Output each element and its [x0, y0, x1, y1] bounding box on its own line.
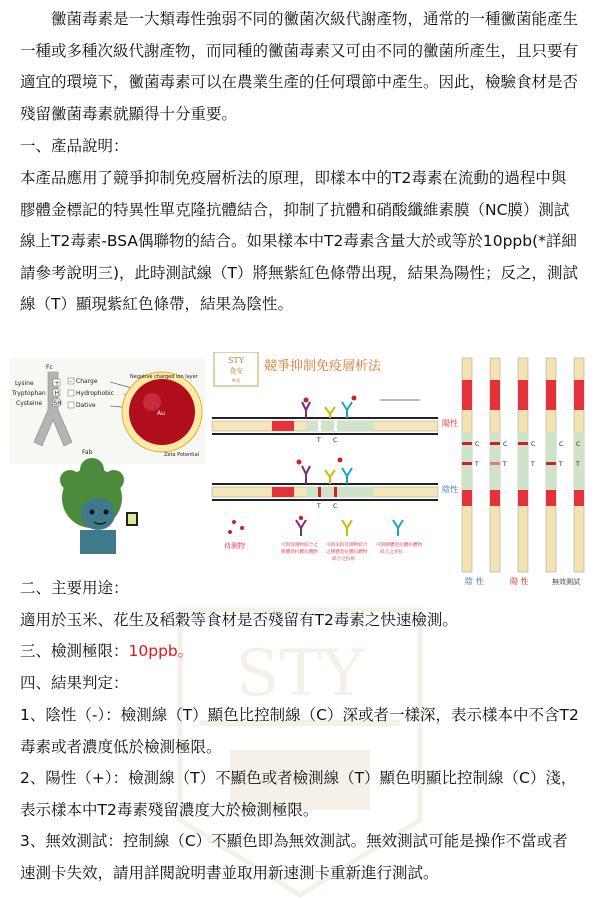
result-heading: 四、結果判定： — [20, 674, 129, 692]
limit-label: 三、檢測極限： — [20, 642, 129, 660]
negative-side-label: 陰性 — [442, 485, 458, 494]
strip-2-t: T — [503, 461, 507, 468]
strip-4 — [546, 358, 563, 572]
positive-c-label: C — [333, 437, 338, 444]
strip-label-positive: 陽 性 — [510, 577, 529, 586]
logo-text: STY — [227, 356, 245, 365]
au-label: Au — [157, 410, 165, 417]
legend-polyclonal: 可與膠體金抗體抗體物 — [376, 543, 422, 548]
negative-c-label: C — [333, 503, 338, 510]
strip-5 — [574, 358, 584, 572]
limit-value: 10ppb。 — [128, 642, 194, 660]
strip-3-t: T — [531, 461, 535, 468]
intro-paragraph: 黴菌毒素是一大類毒性強弱不同的黴菌次級代謝產物，通常的一種黴菌能產生一種或多種次級代謝產物，而同種的黴菌毒素又可由不同的黴菌所產生，且只要有適宜的環境下，黴菌毒素可以在農業生產的任何環節中產生。因此，檢驗食材是否殘留黴菌毒素就顯得十分重要。 — [20, 10, 579, 123]
legend-antigen-line2: 之膠體金抗體抗體物 — [326, 550, 368, 555]
fab-label: Fab — [82, 449, 93, 456]
ion-layer-label: Negative charged ion layer — [130, 374, 198, 380]
dative-label: Dative — [76, 402, 96, 409]
use-description: 適用於玉米、花生及稻穀等食材是否殘留有T2毒素之快速檢測。 — [20, 611, 458, 629]
result-negative: 1、陰性（-）：檢測線（T）顯色比控制線（C）深或者一樣深，表示樣本中不含T2毒素或者濃度低於檢測極限。 — [20, 706, 579, 756]
plus-sign: + — [54, 380, 60, 387]
tryptophan-label: Tryptophan — [12, 390, 46, 397]
strip-3-c: C — [531, 441, 536, 448]
test-strip-results — [462, 358, 584, 586]
logo-mid: 食安 — [229, 367, 243, 375]
positive-side-label: 陽性 — [442, 419, 458, 428]
strip-label-negative: 陰 性 — [465, 577, 484, 586]
cysteine-label: Cysteine — [16, 400, 43, 407]
strip-1 — [462, 358, 479, 572]
fc-label: Fc — [46, 364, 53, 371]
detection-limit — [20, 636, 580, 668]
strip-5-t: T — [576, 461, 580, 468]
product-description: 本產品應用了競爭抑制免疫層析法的原理，即樣本中的T2毒素在流動的過程中與膠體金標記的特異性單克隆抗體結合，抑制了抗體和硝酸纖維素膜（NC膜）測試線上T2毒素-BSA偶聯物的結合。如果樣本中T2毒素含量大於或等於10ppb(*詳細請參考說明三)，此時測試線（T）將無紫紅色條帶出現，結果為陽性；反之，測試線（T）顯現紫紅色條帶，結果為陰性。 — [20, 169, 579, 313]
antibody-gold-diagram — [10, 358, 205, 464]
product-heading: 一、產品說明： — [20, 137, 129, 155]
charge-label: Charge — [76, 378, 98, 385]
legend-gold-antibody-line2: 膠體金抗體抗體物 — [281, 550, 318, 555]
minus-sign: - — [69, 378, 72, 385]
diagram-title: 競爭抑制免疫層析法 — [264, 359, 382, 374]
strip-1-c: C — [475, 441, 480, 448]
result-invalid: 3、無效測試：控制線（C）不顯色即為無效測試。無效測試可能是操作不當或者速測卡失效，請用詳閱說明書並取用新速測卡重新進行測試。 — [20, 832, 568, 882]
legend-antigen: 可與未結待測物結合 — [326, 543, 368, 548]
competition-diagram — [212, 352, 458, 562]
logo-sub: 專家 — [231, 379, 241, 384]
lysine-label: Lysine — [15, 380, 34, 387]
strip-2 — [490, 358, 507, 572]
watermark-text: STY — [235, 637, 365, 711]
strip-4-c: C — [559, 441, 564, 448]
legend-analyte: 待測物 — [224, 542, 245, 550]
use-heading: 二、主要用途： — [20, 579, 129, 597]
positive-t-label: T — [317, 437, 321, 444]
strip-5-c: C — [576, 441, 581, 448]
negative-t-label: T — [317, 503, 321, 510]
strip-1-t: T — [475, 461, 479, 468]
strip-3 — [518, 358, 535, 572]
legend-antigen-line3: 結合之抗原 — [332, 557, 355, 562]
strip-2-c: C — [503, 441, 508, 448]
result-positive: 2、陽性（+）：檢測線（T）不顯色或者檢測線（T）顯色明顯比控制線（C）淺，表示樣本中T2毒素殘留濃度大於檢測極限。 — [20, 769, 577, 819]
legend-polyclonal-line2: 結合之多抗 — [380, 550, 403, 555]
principle-figure — [10, 352, 590, 588]
h-sign: H — [54, 390, 60, 397]
mascot-illustration — [60, 458, 138, 554]
sh-sign: SH — [53, 400, 62, 407]
hydrophobic-label: Hydrophobic — [76, 390, 114, 397]
legend-gold-antibody: 可與待測物結合之 — [281, 543, 318, 548]
zeta-potential-label: Zeta Potential — [164, 452, 200, 458]
strip-label-invalid: 無效測試 — [552, 578, 580, 586]
strip-4-t: T — [559, 461, 563, 468]
